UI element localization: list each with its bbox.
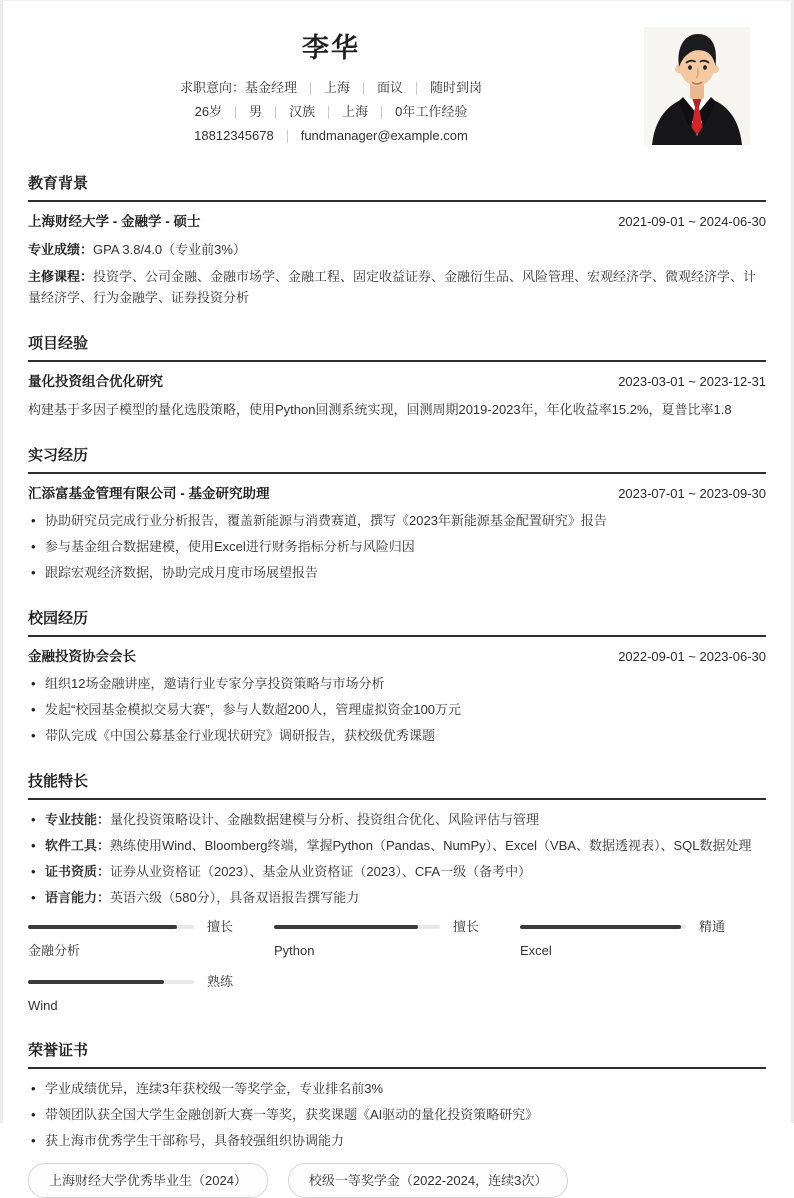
skill-name: 金融分析 xyxy=(28,943,81,958)
header xyxy=(28,27,766,148)
skill-name: Excel xyxy=(520,943,552,958)
info-age: 26岁 xyxy=(194,104,223,119)
section-skills xyxy=(28,773,766,1015)
project-description: 构建基于多因子模型的量化选股策略，使用Python回测系统实现，回测周期2019-2023年，年化收益率15.2%，夏普比率1.8 xyxy=(28,402,732,417)
skill-text: 熟练使用Wind、Bloomberg终端，掌握Python（Pandas、NumPy）、Excel（VBA、数据透视表）、SQL数据处理 xyxy=(110,838,752,853)
campus-date: 2022-09-01 ~ 2023-06-30 xyxy=(618,649,766,664)
divider xyxy=(287,130,288,143)
education-courses-row xyxy=(28,266,766,308)
divider xyxy=(416,82,417,95)
intent-item-availability: 随时到岗 xyxy=(430,80,483,95)
intent-item-city: 上海 xyxy=(323,80,350,95)
project-entry xyxy=(28,372,766,392)
skill-bar-track xyxy=(28,925,194,929)
info-location: 上海 xyxy=(342,104,369,119)
education-entry xyxy=(28,212,766,232)
section-education xyxy=(28,175,766,308)
skill-bar-group xyxy=(274,918,520,960)
resume-page xyxy=(3,1,791,1198)
skill-bar-track xyxy=(520,925,686,929)
section-honors xyxy=(28,1042,766,1198)
bullet-item xyxy=(28,862,766,882)
skill-text: 英语六级（580分），具备双语报告撰写能力 xyxy=(110,890,360,905)
project-date: 2023-03-01 ~ 2023-12-31 xyxy=(618,374,766,389)
bullet-item: • 学业成绩优异，连续3年获校级一等奖学金，专业排名前3% xyxy=(28,1079,766,1099)
tag-pill: 上海财经大学优秀毕业生（2024） xyxy=(28,1163,268,1198)
divider xyxy=(310,82,311,95)
intent-item-position: 基金经理 xyxy=(244,80,297,95)
skill-bar-track xyxy=(28,980,194,984)
email-address: fundmanager@example.com xyxy=(300,128,468,143)
bullet-item: • 获上海市优秀学生干部称号，具备较强组织协调能力 xyxy=(28,1131,766,1151)
campus-role: 金融投资协会会长 xyxy=(28,649,136,664)
phone-number: 18812345678 xyxy=(194,128,274,143)
skill-bar-fill xyxy=(28,925,177,929)
divider xyxy=(328,106,329,119)
education-gpa-row xyxy=(28,239,766,260)
bullet-item: • 组织12场金融讲座，邀请行业专家分享投资策略与市场分析 xyxy=(28,674,766,694)
skill-bar-fill xyxy=(28,980,164,984)
campus-bullet-list xyxy=(28,674,766,746)
gpa-label: 专业成绩： xyxy=(28,242,94,257)
skill-label: 软件工具： xyxy=(45,838,111,853)
section-title-skills: 技能特长 xyxy=(28,773,766,800)
job-intent-line xyxy=(28,76,634,100)
skill-level-label: 擅长 xyxy=(453,919,480,934)
education-school: 上海财经大学 - 金融学 - 硕士 xyxy=(28,214,201,229)
campus-entry xyxy=(28,647,766,667)
divider xyxy=(275,106,276,119)
section-project xyxy=(28,335,766,420)
info-gender: 男 xyxy=(249,104,263,119)
skill-bar-fill xyxy=(274,925,418,929)
divider xyxy=(235,106,236,119)
avatar-illustration xyxy=(644,27,750,145)
section-internship xyxy=(28,447,766,583)
skill-name: Wind xyxy=(28,998,58,1013)
courses-value: 投资学、公司金融、金融市场学、金融工程、固定收益证券、金融衍生品、风险管理、宏观经济学、微观经济学、计量经济学、行为金融学、证券投资分析 xyxy=(28,269,757,305)
skill-text: 量化投资策略设计、金融数据建模与分析、投资组合优化、风险评估与管理 xyxy=(110,812,540,827)
header-info xyxy=(28,27,634,148)
contact-line xyxy=(28,124,634,148)
bullet-item: • 带队完成《中国公募基金行业现状研究》调研报告，获校级优秀课题 xyxy=(28,726,766,746)
bullet-item: • 带领团队获全国大学生金融创新大赛一等奖，获奖课题《AI驱动的量化投资策略研究》 xyxy=(28,1105,766,1125)
divider xyxy=(381,106,382,119)
bullet-item xyxy=(28,810,766,830)
skill-label: 证书资质： xyxy=(45,864,111,879)
skill-bar-group xyxy=(28,918,274,960)
bullet-item: • 协助研究员完成行业分析报告，覆盖新能源与消费赛道，撰写《2023年新能源基金配置研究》报告 xyxy=(28,511,766,531)
skill-label: 专业技能： xyxy=(45,812,111,827)
education-date: 2021-09-01 ~ 2024-06-30 xyxy=(618,214,766,229)
courses-label: 主修课程： xyxy=(28,269,94,284)
bullet-item: • 参与基金组合数据建模，使用Excel进行财务指标分析与风险归因 xyxy=(28,537,766,557)
bullet-item xyxy=(28,836,766,856)
section-title-internship: 实习经历 xyxy=(28,447,766,474)
gpa-value: GPA 3.8/4.0（专业前3%） xyxy=(93,242,246,257)
internship-entry xyxy=(28,484,766,504)
section-title-campus: 校园经历 xyxy=(28,610,766,637)
section-title-education: 教育背景 xyxy=(28,175,766,202)
avatar-photo xyxy=(644,27,750,145)
section-title-project: 项目经验 xyxy=(28,335,766,362)
basic-info-line xyxy=(28,100,634,124)
tag-pill: 校级一等奖学金（2022-2024，连续3次） xyxy=(288,1163,568,1198)
skill-bar-fill xyxy=(520,925,681,929)
internship-bullet-list xyxy=(28,511,766,583)
skill-text: 证券从业资格证（2023）、基金从业资格证（2023）、CFA一级（备考中） xyxy=(110,864,532,879)
info-ethnicity: 汉族 xyxy=(289,104,316,119)
honors-bullet-list xyxy=(28,1079,766,1151)
project-name: 量化投资组合优化研究 xyxy=(28,374,163,389)
internship-company: 汇添富基金管理有限公司 - 基金研究助理 xyxy=(28,486,270,501)
skills-bullet-list xyxy=(28,810,766,908)
skill-name: Python xyxy=(274,943,315,958)
section-campus xyxy=(28,610,766,746)
skill-bar-track xyxy=(274,925,440,929)
intent-item-salary: 面议 xyxy=(377,80,404,95)
skill-bar-group xyxy=(520,918,766,960)
skill-bar-group xyxy=(28,973,274,1015)
divider xyxy=(363,82,364,95)
honor-tags xyxy=(28,1163,766,1198)
skill-bars xyxy=(28,918,766,1015)
info-experience: 0年工作经验 xyxy=(395,104,468,119)
skill-level-label: 擅长 xyxy=(207,919,234,934)
bullet-item: • 跟踪宏观经济数据，协助完成月度市场展望报告 xyxy=(28,563,766,583)
skill-level-label: 熟练 xyxy=(207,974,234,989)
bullet-item: • 发起“校园基金模拟交易大赛”，参与人数超200人，管理虚拟资金100万元 xyxy=(28,700,766,720)
skill-level-label: 精通 xyxy=(699,919,726,934)
internship-date: 2023-07-01 ~ 2023-09-30 xyxy=(618,486,766,501)
candidate-name: 李华 xyxy=(302,33,360,63)
section-title-honors: 荣誉证书 xyxy=(28,1042,766,1069)
skill-label: 语言能力： xyxy=(45,890,111,905)
bullet-item xyxy=(28,888,766,908)
intent-label: 求职意向： xyxy=(179,80,245,95)
